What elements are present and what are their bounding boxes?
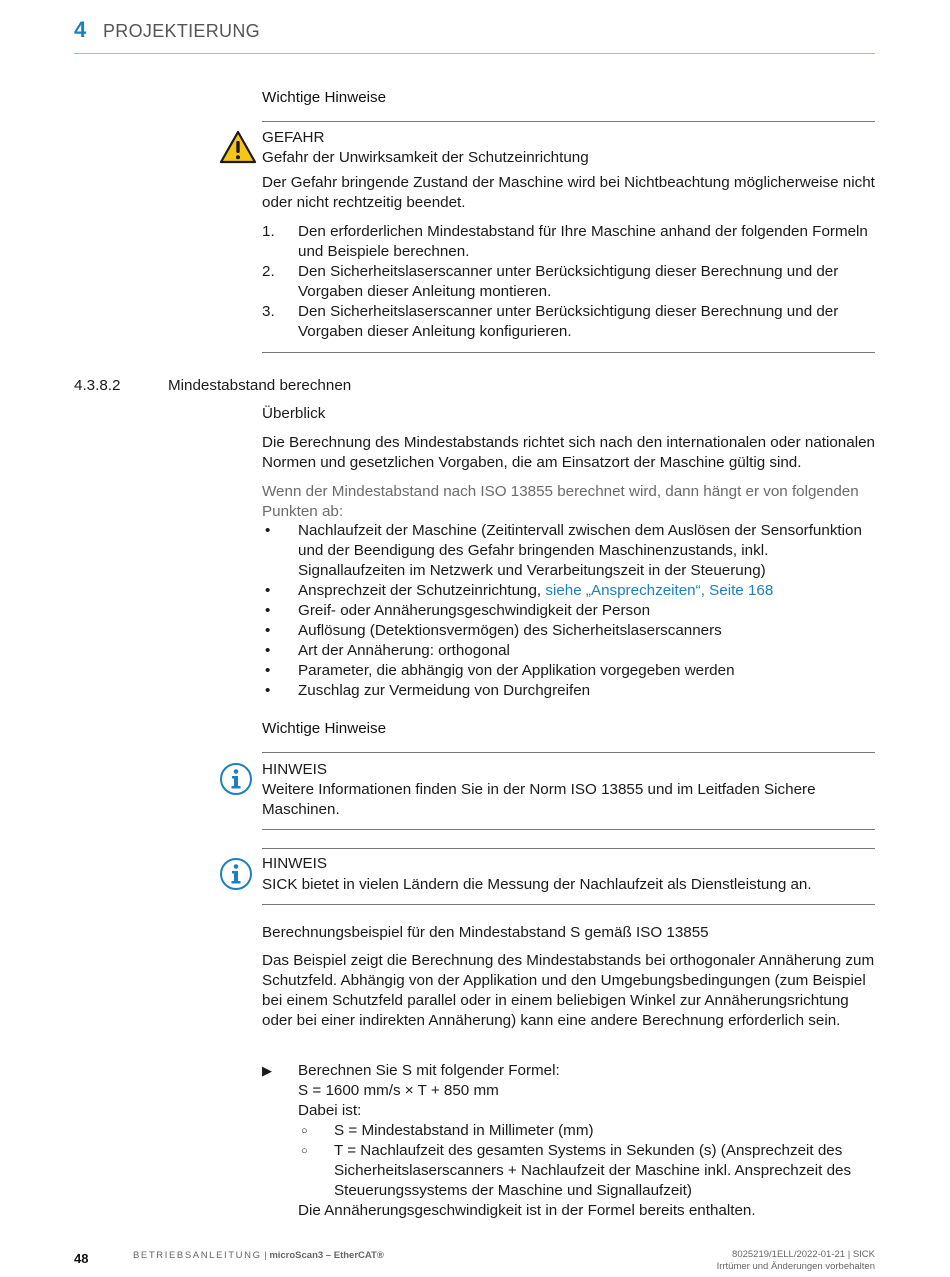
divider bbox=[262, 848, 875, 849]
info-circle-icon bbox=[219, 857, 253, 891]
section-number: 4.3.8.2 bbox=[74, 377, 121, 394]
notes-heading: Wichtige Hinweise bbox=[262, 720, 387, 737]
doc-id: 8025219/1ELL/2022-01-21 | SICK bbox=[732, 1249, 875, 1260]
list-item: 2. Den Sicherheitslaserscanner unter Berücksichtigung dieser Berechnung und der Vorgaben dieser Anleitung montieren. bbox=[262, 263, 839, 300]
factor-list bbox=[262, 521, 875, 701]
list-item: • Nachlaufzeit der Maschine (Zeitintervall zwischen dem Auslösen der Sensorfunktion und der Beendigung des Gefahr bringenden Maschinenzustands, inkl. Signallaufzeiten im Netzwerk und Verarbeitungszeit in der Steuerung) bbox=[265, 522, 862, 579]
divider bbox=[262, 121, 875, 122]
divider bbox=[262, 829, 875, 830]
disclaimer: Irrtümer und Änderungen vorbehalten bbox=[716, 1261, 875, 1272]
example-heading: Berechnungsbeispiel für den Mindestabstand S gemäß ISO 13855 bbox=[262, 924, 709, 941]
list-item: ○ S = Mindestabstand in Millimeter (mm) bbox=[301, 1122, 594, 1139]
footer-meta bbox=[717, 1249, 875, 1273]
danger-signal-word: GEFAHR bbox=[262, 129, 325, 146]
divider bbox=[262, 904, 875, 905]
danger-steps bbox=[262, 222, 875, 342]
list-item: • Auflösung (Detektionsvermögen) des Sicherheitslaserscanners bbox=[265, 622, 722, 639]
list-item: • Art der Annäherung: orthogonal bbox=[265, 642, 510, 659]
divider bbox=[262, 352, 875, 353]
chapter-title: PROJEKTIERUNG bbox=[103, 21, 260, 41]
chapter-number: 4 bbox=[74, 17, 87, 42]
action-arrow-icon: ▶ bbox=[262, 1063, 272, 1078]
info-circle-icon bbox=[219, 762, 253, 796]
notice-signal-word: HINWEIS bbox=[262, 761, 327, 778]
formula: S = 1600 mm/s × T + 850 mm bbox=[298, 1082, 499, 1099]
list-item: 1. Den erforderlichen Mindestabstand für Ihre Maschine anhand der folgenden Formeln und Beispiele berechnen. bbox=[262, 223, 868, 260]
notice-signal-word: HINWEIS bbox=[262, 855, 327, 872]
where-label: Dabei ist: bbox=[298, 1102, 362, 1119]
list-item: • Zuschlag zur Vermeidung von Durchgreifen bbox=[265, 682, 591, 699]
divider bbox=[262, 752, 875, 753]
warning-triangle-icon bbox=[219, 130, 257, 164]
closing-text: Die Annäherungsgeschwindigkeit ist in der Formel bereits enthalten. bbox=[298, 1202, 756, 1219]
header-rule bbox=[74, 53, 875, 54]
notice-text: SICK bietet in vielen Ländern die Messung der Nachlaufzeit als Dienstleistung an. bbox=[262, 876, 812, 893]
danger-text: Der Gefahr bringende Zustand der Maschine wird bei Nichtbeachtung möglicherweise nicht oder nicht rechtzeitig beendet. bbox=[262, 174, 875, 211]
variable-list bbox=[298, 1121, 875, 1201]
list-item: ○ T = Nachlaufzeit des gesamten Systems in Sekunden (s) (Ansprechzeit des Sicherheitslaserscanners + Nachlaufzeit der Maschine inkl. Ansprechzeit des Steuerungssystems der Maschine und Signallaufzeit) bbox=[301, 1142, 852, 1199]
notice-text: Weitere Informationen finden Sie in der Norm ISO 13855 und im Leitfaden Sichere Maschinen. bbox=[262, 781, 816, 818]
list-item: • Parameter, die abhängig von der Applikation vorgegeben werden bbox=[265, 662, 735, 679]
response-times-link[interactable]: siehe „Ansprechzeiten“, Seite 168 bbox=[545, 582, 774, 599]
list-item: 3. Den Sicherheitslaserscanner unter Berücksichtigung dieser Berechnung und der Vorgaben dieser Anleitung konfigurieren. bbox=[262, 303, 839, 340]
footer-document: BETRIEBSANLEITUNG | microScan3 – EtherCAT® bbox=[133, 1250, 384, 1261]
list-item: • Greif- oder Annäherungsgeschwindigkeit der Person bbox=[265, 602, 651, 619]
overview-intro: Wenn der Mindestabstand nach ISO 13855 berechnet wird, dann hängt er von folgenden Punkten ab: bbox=[262, 483, 859, 520]
overview-paragraph: Die Berechnung des Mindestabstands richtet sich nach den internationalen oder nationalen Normen und gesetzlichen Vorgaben, die am Einsatzort der Maschine gültig sind. bbox=[262, 434, 875, 471]
page-number: 48 bbox=[74, 1251, 89, 1266]
action-block bbox=[298, 1061, 875, 1221]
notes-heading: Wichtige Hinweise bbox=[262, 89, 387, 106]
danger-subtitle: Gefahr der Unwirksamkeit der Schutzeinrichtung bbox=[262, 149, 589, 166]
section-title: Mindestabstand berechnen bbox=[168, 377, 352, 394]
example-paragraph: Das Beispiel zeigt die Berechnung des Mindestabstands bei orthogonaler Annäherung zum Schutzfeld. Abhängig von der Applikation und den Umgebungsbedingungen (zum Beispiel bei einem Schutzfeld parallel oder in einem beliebigen Winkel zur Annäherungsrichtung oder bei einer indirekten Annäherung) kann eine andere Berechnung erforderlich sein. bbox=[262, 952, 875, 1029]
overview-heading: Überblick bbox=[262, 405, 326, 422]
action-text: Berechnen Sie S mit folgender Formel: bbox=[298, 1062, 560, 1079]
list-item: • Ansprechzeit der Schutzeinrichtung, siehe „Ansprechzeiten“, Seite 168 bbox=[265, 582, 774, 599]
